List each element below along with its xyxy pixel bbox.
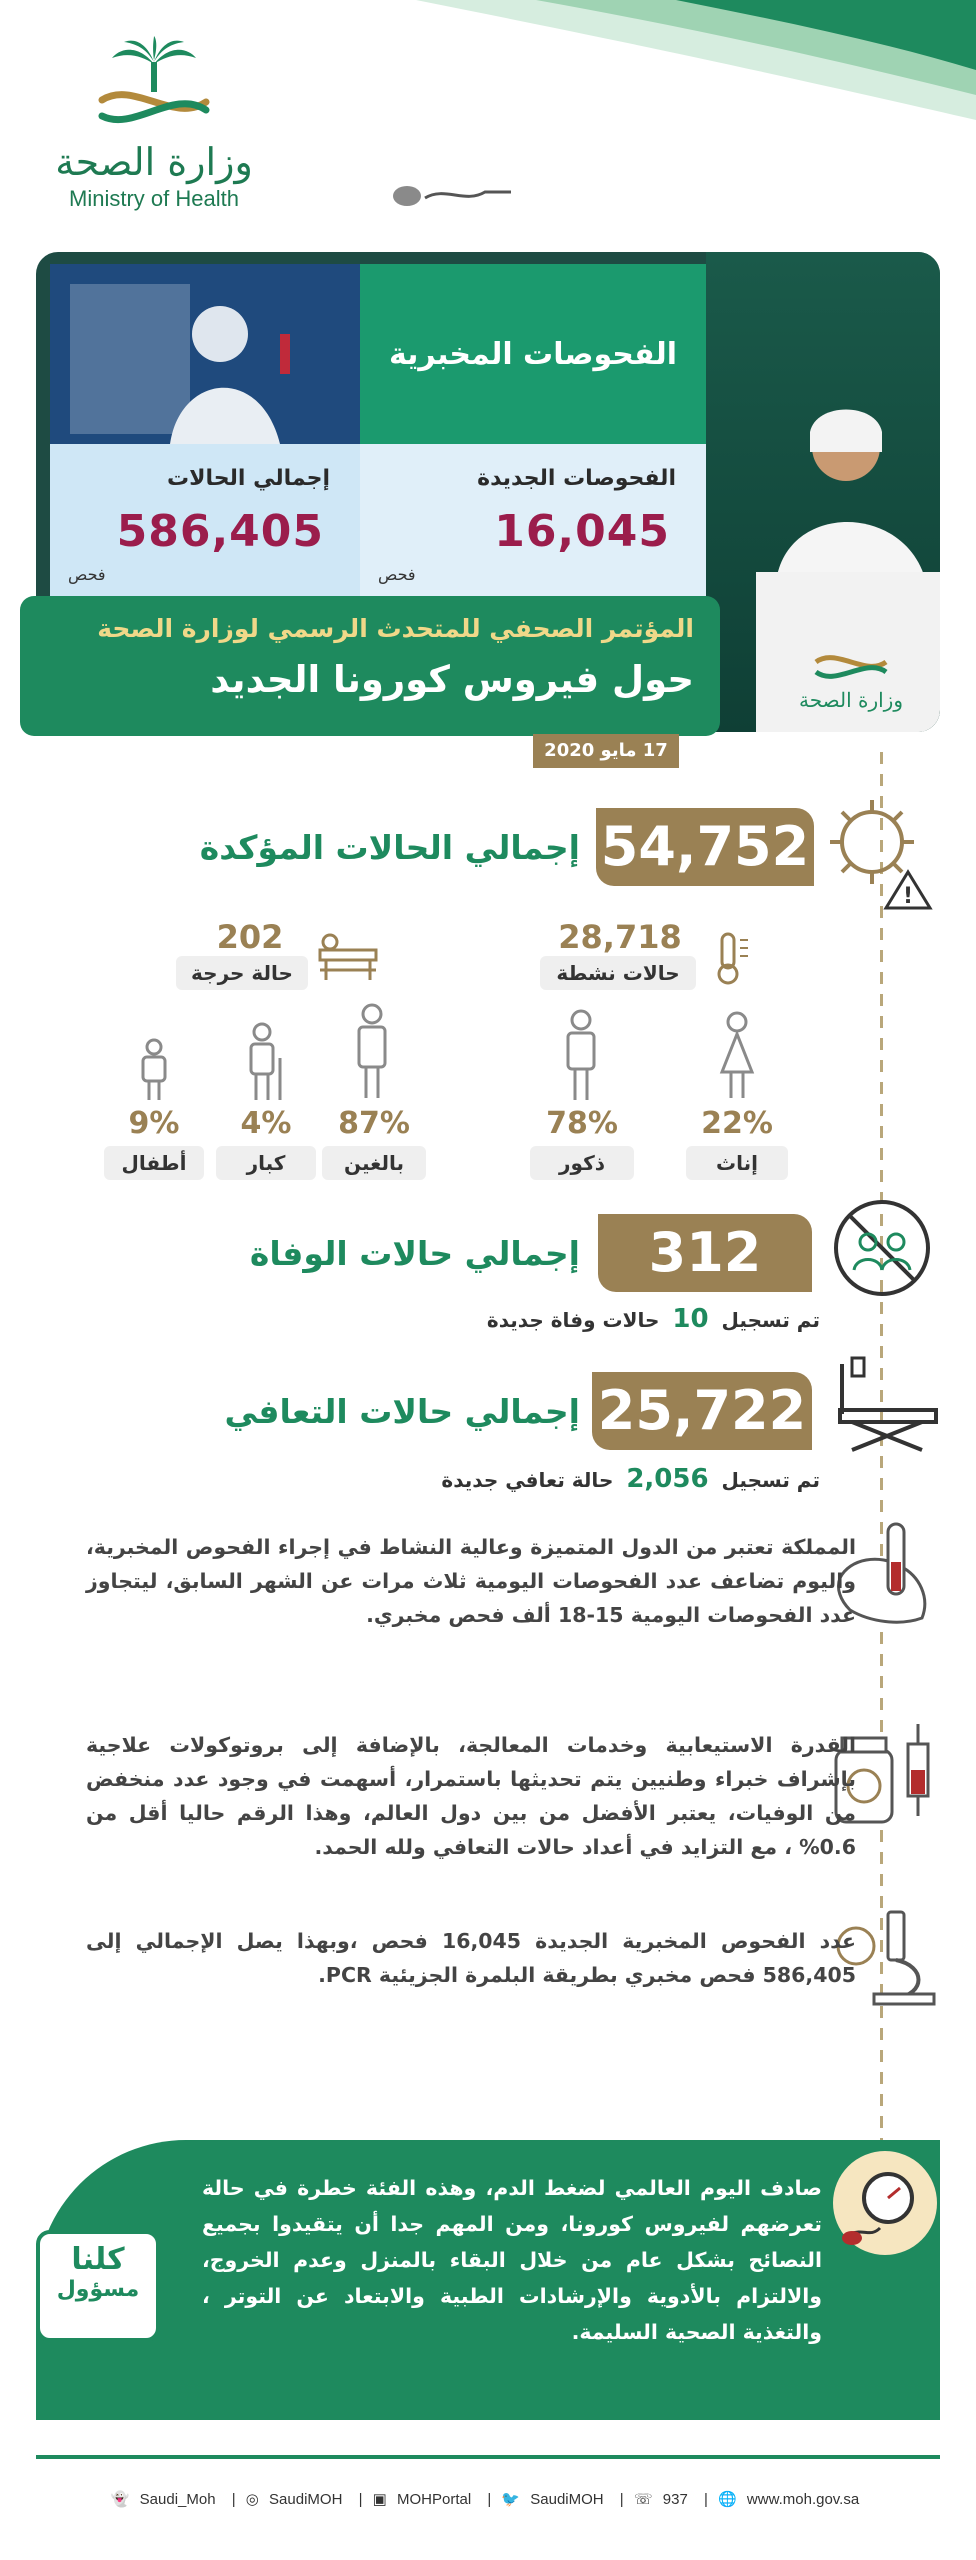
palm-swords-icon: [94, 36, 214, 132]
phone-link[interactable]: ☏ 937: [633, 2491, 688, 2508]
male-pct: 78%: [546, 1106, 618, 1141]
recovery-bed-icon: [832, 1354, 944, 1458]
deaths-sub-prefix: تم تسجيل: [721, 1308, 820, 1332]
adults-label: بالغين: [322, 1146, 426, 1180]
total-cases-unit: فحص: [68, 565, 106, 584]
active-label: حالات نشطة: [540, 956, 696, 990]
blood-pressure-icon: [830, 2148, 940, 2258]
header-wave: [416, 0, 976, 120]
moh-logo: [34, 36, 274, 226]
children-label: أطفال: [104, 1146, 204, 1180]
hypertension-panel: [36, 2140, 940, 2420]
website-link[interactable]: 🌐 www.moh.gov.sa: [718, 2491, 860, 2508]
recovered-title: إجمالي حالات التعافي: [224, 1392, 580, 1431]
footer-links: 👻 Saudi_Moh | ◎ SaudiMOH | ▣ MOHPortal | 🐦 SaudiMOH | ☏ 937 | 🌐 www.moh.gov.sa: [0, 2490, 976, 2508]
active-value: 28,718: [558, 918, 682, 956]
adults-pct: 87%: [338, 1106, 410, 1141]
instagram-link[interactable]: ◎ SaudiMOH: [245, 2491, 343, 2508]
virus-warning-icon: [820, 790, 940, 910]
critical-value: 202: [216, 918, 284, 956]
phone-text: 937: [662, 2491, 688, 2508]
caption-line2: حول فيروس كورونا الجديد: [210, 658, 694, 701]
footer-divider: [36, 2455, 940, 2459]
podium-text: وزارة الصحة: [799, 688, 903, 712]
female-label: إناث: [686, 1146, 788, 1180]
elderly-icon: [240, 1022, 290, 1104]
recovered-sub-num: 2,056: [626, 1464, 709, 1494]
lab-tests-title-tile: [360, 264, 706, 444]
critical-label: حالة حرجة: [176, 956, 308, 990]
male-icon: [556, 1008, 606, 1104]
snapchat-text: Saudi_Moh: [139, 2491, 216, 2508]
elderly-label: كبار: [216, 1146, 316, 1180]
logo-name-en: Ministry of Health: [69, 186, 239, 211]
snapchat-link[interactable]: 👻 Saudi_Moh: [110, 2491, 216, 2508]
paragraph-tests: المملكة تعتبر من الدول المتميزة وعالية النشاط في إجراء الفحوص المخبرية، واليوم تضاعف عدد الفحوصات اليومية ثلاث مرات عن الشهر السابق، ليتجاوز عدد الفحوصات اليومية 15-18 ألف فحص مخبري.: [86, 1535, 856, 1627]
recovered-subline: [300, 1464, 820, 1494]
twitter-link[interactable]: 🐦 SaudiMOH: [501, 2491, 604, 2508]
caption-line1: المؤتمر الصحفي للمتحدث الرسمي لوزارة الصحة: [97, 614, 694, 643]
no-people-icon: [830, 1196, 934, 1300]
kulna-line1: كلنا: [71, 2242, 125, 2277]
female-icon: [712, 1010, 762, 1102]
new-tests-value: 16,045: [494, 506, 670, 557]
female-pct: 22%: [701, 1106, 773, 1141]
portal-link[interactable]: ▣ MOHPortal: [372, 2491, 472, 2508]
adult-icon: [348, 1002, 396, 1102]
elderly-pct: 4%: [240, 1106, 292, 1141]
total-cases-tile: [50, 444, 360, 604]
hypertension-text: صادف اليوم العالمي لضغط الدم، وهذه الفئة خطرة في حالة تعرضهم لفيروس كورونا، ومن المهم جدا أن يتقيدوا بجميع النصائح بشكل عام من خلال البقاء بالمنزل وعدم الخروج، والالتزام بالأدوية والإرشادات الطبية والابتعاد عن التوتر ، والتغذية الصحية السليمة.: [202, 2176, 822, 2344]
kulna-masool-badge: [36, 2230, 160, 2342]
press-caption: [20, 596, 720, 736]
confirmed-title: إجمالي الحالات المؤكدة: [199, 828, 580, 867]
deaths-subline: [400, 1304, 820, 1334]
deaths-value: 312: [598, 1214, 812, 1292]
deaths-sub-suffix: حالات وفاة جديدة: [486, 1308, 660, 1332]
svg-text:!: !: [902, 884, 914, 909]
lab-tests-title: الفحوصات المخبرية: [388, 336, 678, 372]
total-cases-value: 586,405: [116, 506, 324, 557]
timeline-line: [880, 752, 883, 2252]
date-tag: 17 مايو 2020: [533, 734, 679, 768]
logo-name-ar: وزارة الصحة: [55, 140, 253, 184]
instagram-text: SaudiMOH: [269, 2491, 343, 2508]
paragraph-pcr: عدد الفحوص المخبرية الجديدة 16,045 فحص ،وبهذا يصل الإجمالي إلى 586,405 فحص مخبري بطريقة البلمرة الجزيئية PCR.: [86, 1929, 856, 1987]
speaker-photo: [706, 252, 940, 732]
lab-photo: [50, 264, 360, 444]
paragraph-treatment: القدرة الاستيعابية وخدمات المعالجة، بالإضافة إلى بروتوكولات علاجية بإشراف خبراء وطنيين يتم تحديثها باستمرار، أسهمت في وجود عدد منخفض من الوفيات، يعتبر الأفضل من بين دول العالم، وهذا الرقم حاليا أقل من 0.6% ، مع التزايد في أعداد حالات التعافي ولله الحمد.: [86, 1733, 856, 1859]
thermometer-icon: [706, 930, 752, 986]
website-text: www.moh.gov.sa: [746, 2491, 860, 2508]
deaths-sub-num: 10: [672, 1304, 709, 1334]
new-tests-unit: فحص: [378, 565, 416, 584]
portal-text: MOHPortal: [396, 2491, 472, 2508]
recovered-sub-prefix: تم تسجيل: [721, 1468, 820, 1492]
total-cases-label: إجمالي الحالات: [167, 466, 330, 491]
deaths-title: إجمالي حالات الوفاة: [249, 1234, 580, 1273]
twitter-text: SaudiMOH: [530, 2491, 604, 2508]
recovered-value: 25,722: [592, 1372, 812, 1450]
child-icon: [134, 1038, 174, 1102]
new-tests-tile: [360, 444, 706, 604]
confirmed-value: 54,752: [596, 808, 814, 886]
new-tests-label: الفحوصات الجديدة: [477, 466, 676, 491]
recovered-sub-suffix: حالة تعافي جديدة: [441, 1468, 614, 1492]
hospital-bed-icon: [316, 928, 380, 982]
children-pct: 9%: [128, 1106, 180, 1141]
male-label: ذكور: [530, 1146, 634, 1180]
signature-mark: [385, 176, 515, 216]
kulna-line2: مسؤول: [56, 2277, 140, 2302]
